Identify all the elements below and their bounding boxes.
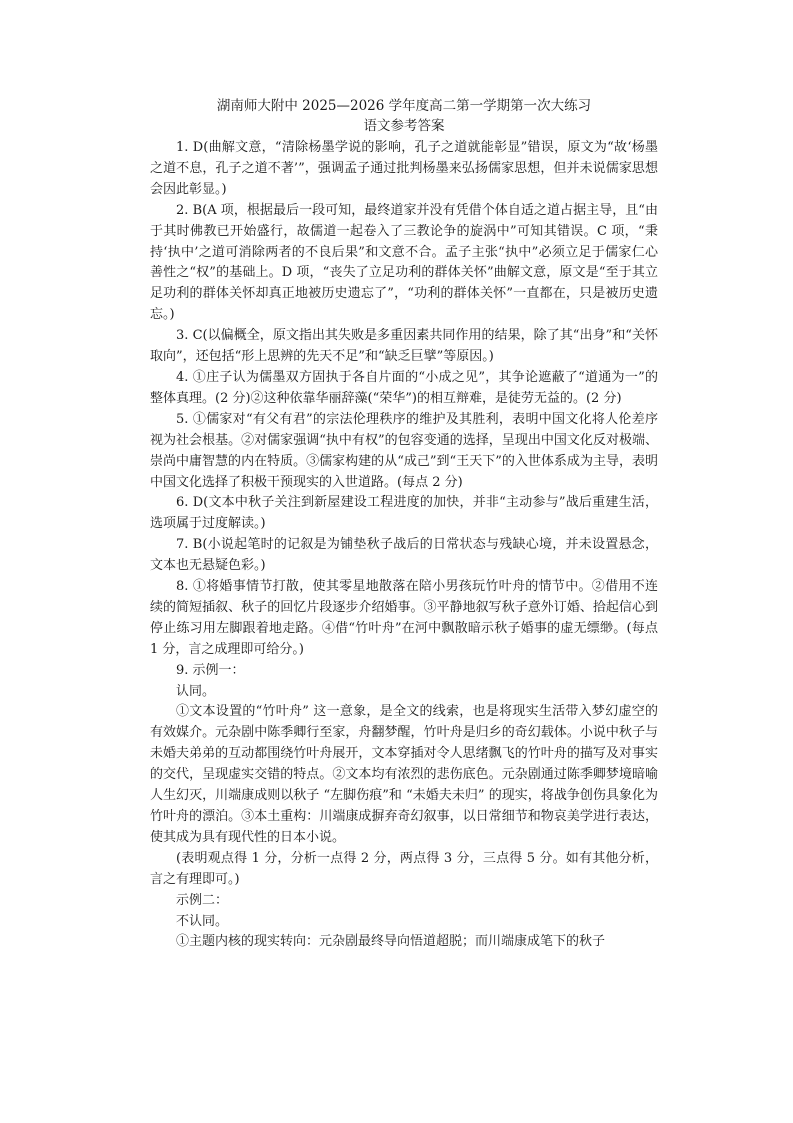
answer-8: 8. ①将婚事情节打散，使其零星地散落在陪小男孩玩竹叶舟的情节中。②借用不连续的简短插叙、秋子的回忆片段逐步介绍婚事。③平静地叙写秋子意外订婚、拾起信心到停止练习用左脚跟着地走路。④借“竹叶舟”在河中飘散暗示秋子婚事的虚无缥缈。(每点 1 分，言之成理即可给分。) bbox=[150, 579, 658, 657]
answer-2: 2. B(A 项，根据最后一段可知，最终道家并没有凭借个体自适之道占据主导，且“由于其时佛教已开始盛行，故儒道一起卷入了三教论争的旋涡中”可知其错误。C 项，“秉持‘执中’之道可消除两者的不良后果”和文意不合。孟子主张“执中”必须立足于儒家仁心善性之“权”的基础上。D 项，“丧失了立足功利的群体关怀”曲解文意，原文是“至于其立足功利的群体关怀却真正地被历史遗忘了”，“功利的群体关怀”一直都在，只是被历史遗忘。) bbox=[150, 202, 658, 323]
answer-4: 4. ①庄子认为儒墨双方固执于各自片面的“小成之见”，其争论遮蔽了“道通为一”的整体真理。(2 分)②这种依靠华丽辞藻(“荣华”)的相互辩难，是徒劳无益的。(2 分) bbox=[150, 369, 658, 406]
answer-7: 7. B(小说起笔时的记叙是为铺垫秋子战后的日常状态与残缺心境，并未设置悬念，文本也无悬疑色彩。) bbox=[150, 537, 658, 574]
answer-6: 6. D(文本中秋子关注到新屋建设工程进度的加快，并非“主动参与”战后重建生活，选项属于过度解读。) bbox=[150, 495, 658, 532]
document-title: 湖南师大附中 2025—2026 学年度高二第一学期第一次大练习 bbox=[216, 98, 592, 114]
answer-5: 5. ①儒家对“有父有君”的宗法伦理秩序的维护及其胜利，表明中国文化将人伦差序视为社会根基。②对儒家强调“执中有权”的包容变通的选择，呈现出中国文化反对极端、崇尚中庸智慧的内在特质。③儒家构建的从“成己”到“王天下”的入世体系成为主导，表明中国文化选择了积极干预现实的入世道路。(每点 2 分) bbox=[150, 411, 658, 490]
answer-1: 1. D(曲解文意，“清除杨墨学说的影响，孔子之道就能彰显”错误，原文为“故‘杨墨之道不息，孔子之道不著’”，强调孟子通过批判杨墨来弘扬儒家思想，但并未说儒家思想会因此彰显。) bbox=[150, 140, 658, 197]
answer-9-example-2-stance: 不认同。 bbox=[176, 913, 229, 929]
answer-document bbox=[150, 96, 658, 953]
answer-9-example-1-body: ①文本设置的“竹叶舟” 这一意象，是全文的线索，也是将现实生活带入梦幻虚空的有效媒介。元杂剧中陈季卿行至家，舟翻梦醒，竹叶舟是归乡的奇幻载体。小说中秋子与未婚夫弟弟的互动都围绕竹叶舟展开，文本穿插对令人思绪飘飞的竹叶舟的描写及对事实的交代，呈现虚实交错的特点。②文本均有浓烈的悲伤底色。元杂剧通过陈季卿梦境暗喻人生幻灭，川端康成则以秋子 “左脚伤痕”和 “未婚夫未归” 的现实，将战争创伤具象化为竹叶舟的漂泊。③本土重构：川端康成摒弃奇幻叙事，以日常细节和物哀美学进行表达，使其成为具有现代性的日本小说。 bbox=[150, 704, 658, 845]
answer-9-scoring-note: (表明观点得 1 分，分析一点得 2 分，两点得 3 分，三点得 5 分。如有其他分析，言之有理即可。) bbox=[150, 850, 658, 887]
answer-9-example-1-heading: 9. 示例一： bbox=[176, 662, 245, 678]
answer-3: 3. C(以偏概全，原文指出其失败是多重因素共同作用的结果，除了其“出身”和“关怀取向”，还包括“形上思辨的先天不足”和“缺乏巨擘”等原因。) bbox=[150, 328, 658, 365]
answer-9-example-1-stance: 认同。 bbox=[176, 683, 216, 699]
answer-9-example-2-heading: 示例二： bbox=[176, 892, 229, 908]
document-subtitle: 语文参考答案 bbox=[363, 118, 445, 134]
answer-9-example-2-body: ①主题内核的现实转向：元杂剧最终导向悟道超脱；而川端康成笔下的秋子 bbox=[176, 934, 606, 950]
